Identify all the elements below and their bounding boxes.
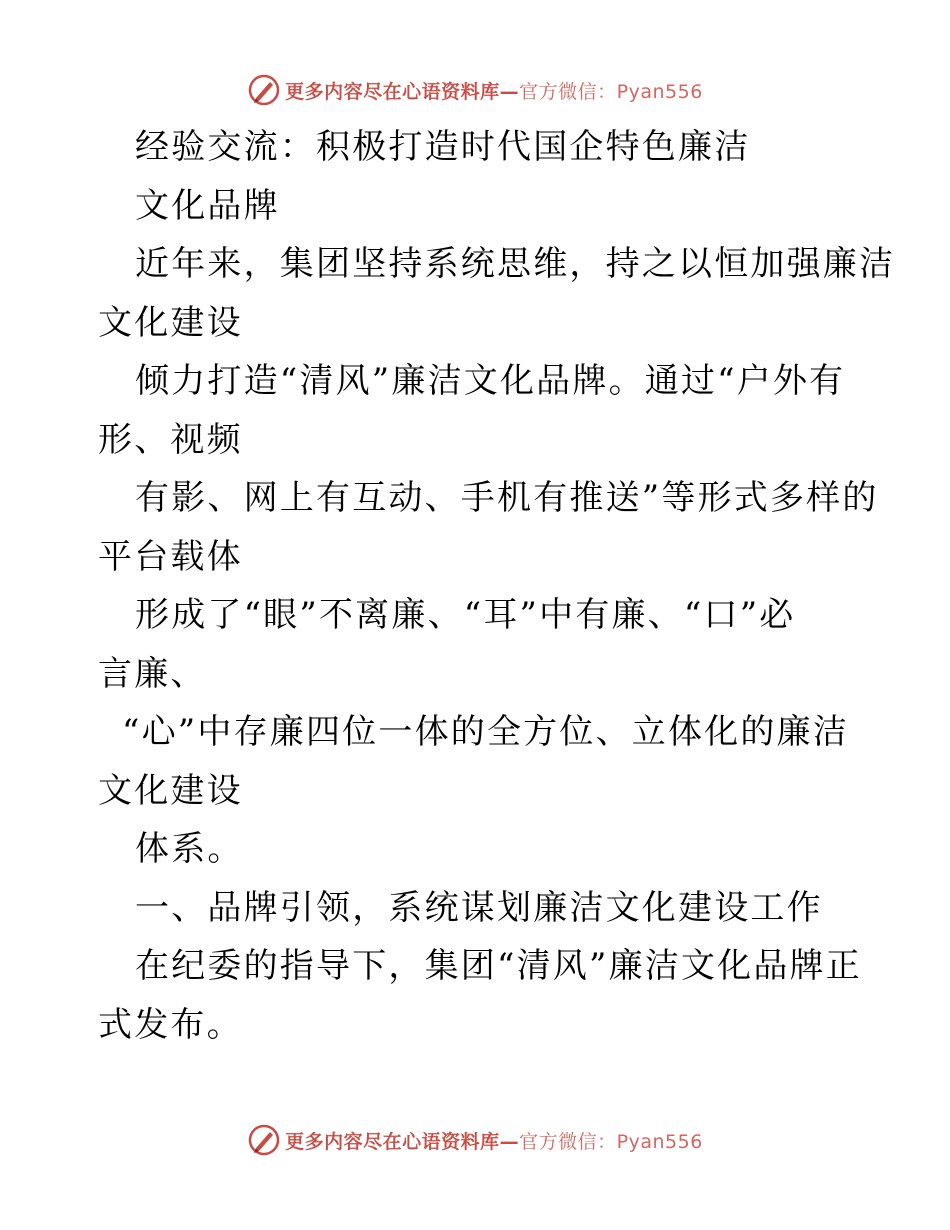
paragraph-line: 式发布。 <box>98 1004 243 1045</box>
footer-banner <box>0 1120 950 1160</box>
pen-logo-icon <box>247 73 281 107</box>
paragraph-line: 言廉、 <box>98 653 207 694</box>
header-banner <box>0 70 950 110</box>
paragraph-line: 倾力打造“清风”廉洁文化品牌。通过“户外有 <box>135 361 846 401</box>
section-heading: 一、品牌引领，系统谋划廉洁文化建设工作 <box>135 887 823 928</box>
banner-title: 更多内容尽在心语资料库 <box>285 80 500 103</box>
paragraph-line: 有影、网上有互动、手机有推送”等形式多样的 <box>135 478 879 518</box>
paragraph-line: 体系。 <box>135 829 244 869</box>
banner-text <box>285 1127 703 1154</box>
paragraph-line: 平台载体 <box>98 536 243 577</box>
banner-dash: — <box>499 1130 520 1153</box>
paragraph-line: 文化建设 <box>98 302 243 343</box>
paragraph-line: 近年来，集团坚持系统思维，持之以恒加强廉洁 <box>135 244 896 284</box>
banner-dash: — <box>499 80 520 103</box>
title-line-1: 经验交流：积极打造时代国企特色廉洁 <box>135 127 751 167</box>
paragraph-line: 形、视频 <box>98 419 243 460</box>
paragraph-line: 形成了“眼”不离廉、“耳”中有廉、“口”必 <box>135 595 796 635</box>
document-body <box>98 118 896 1054</box>
banner-text <box>285 77 703 104</box>
paragraph-line: 文化建设 <box>98 770 243 811</box>
pen-logo-icon <box>247 1123 281 1157</box>
banner-title: 更多内容尽在心语资料库 <box>285 1130 500 1153</box>
banner-wechat: 官方微信：Pyan556 <box>519 1130 703 1153</box>
paragraph-line: 在纪委的指导下，集团“清风”廉洁文化品牌正 <box>135 946 862 986</box>
banner-wechat: 官方微信：Pyan556 <box>519 80 703 103</box>
title-line-2: 文化品牌 <box>135 185 280 226</box>
paragraph-line: “心”中存廉四位一体的全方位、立体化的廉洁 <box>122 712 849 752</box>
